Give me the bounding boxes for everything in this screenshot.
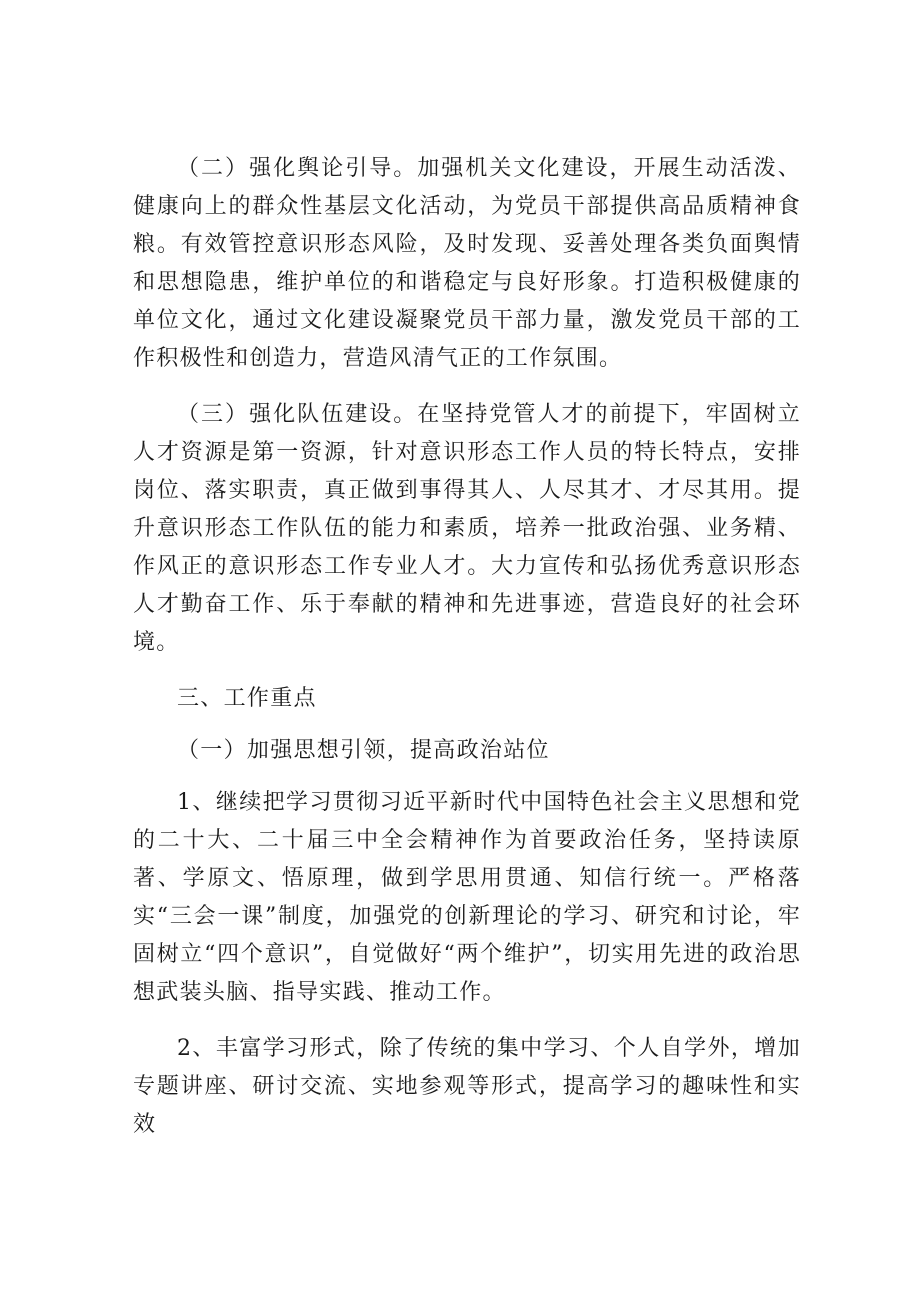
subsection-heading-ideological-guidance: （一）加强思想引领，提高政治站位 — [177, 738, 550, 763]
paragraph-team-building: （三）强化队伍建设。在坚持党管人才的前提下，牢固树立人才资源是第一资源，针对意识形态工作人员的特长特点，安排岗位、落实职责，真正做到事得其人、人尽其才、才尽其用。提升意识形态工作队伍的能力和素质，培养一批政治强、业务精、作风正的意识形态工作专业人才。大力宣传和弘扬优秀意识形态人才勤奋工作、乐于奉献的精神和先进事迹，营造良好的社会环境。 — [133, 402, 801, 655]
paragraph-item-2: 2、丰富学习形式，除了传统的集中学习、个人自学外，增加专题讲座、研讨交流、实地参观等形式，提高学习的趣味性和实效 — [133, 1036, 801, 1137]
paragraph-item-1: 1、继续把学习贯彻习近平新时代中国特色社会主义思想和党的二十大、二十届三中全会精神作为首要政治任务，坚持读原著、学原文、悟原理，做到学思用贯通、知信行统一。严格落实“三会一课”制度，加强党的创新理论的学习、研究和讨论，牢固树立“四个意识”，自觉做好“两个维护”，切实用先进的政治思想武装头脑、指导实践、推动工作。 — [133, 790, 801, 1005]
document-body — [133, 150, 801, 1162]
paragraph-public-opinion: （二）强化舆论引导。加强机关文化建设，开展生动活泼、健康向上的群众性基层文化活动，为党员干部提供高品质精神食粮。有效管控意识形态风险，及时发现、妥善处理各类负面舆情和思想隐患，维护单位的和谐稳定与良好形象。打造积极健康的单位文化，通过文化建设凝聚党员干部力量，激发党员干部的工作积极性和创造力，营造风清气正的工作氛围。 — [133, 156, 801, 371]
section-heading-work-focus: 三、工作重点 — [177, 686, 317, 711]
